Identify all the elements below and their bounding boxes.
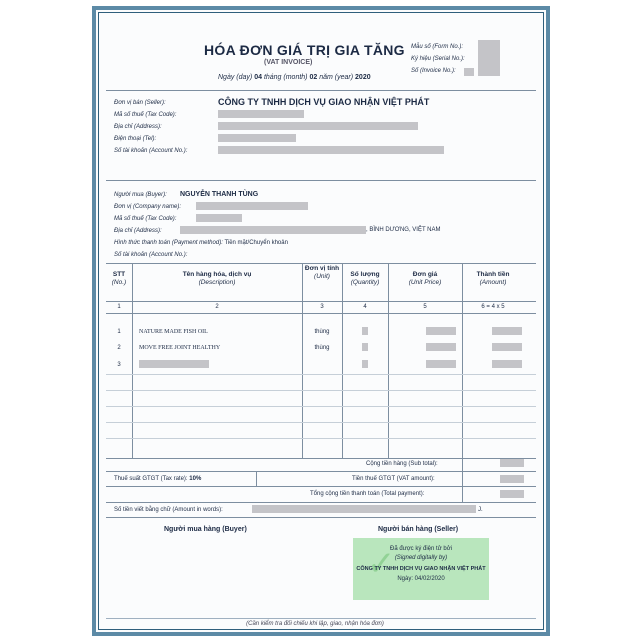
- amount-in-words-end: J.: [478, 507, 483, 513]
- year-value: 2020: [355, 74, 371, 81]
- amount-in-words-label: Số tiền viết bằng chữ (Amount in words):: [114, 507, 223, 513]
- items-table: [106, 263, 536, 458]
- redacted-seller-tax-code: [218, 110, 304, 118]
- redacted-buyer-address: [180, 226, 366, 234]
- col-header-quantity: Số lượng (Quantity): [350, 271, 380, 286]
- payment-method-label: Hình thức thanh toán (Payment method):: [114, 240, 223, 246]
- signed-date: Ngày: 04/02/2020: [397, 576, 445, 582]
- footer-note: (Cần kiểm tra đối chiếu khi lập, giao, nhận hóa đơn): [246, 621, 384, 627]
- col-index-2: 2: [215, 304, 219, 310]
- row-no: 1: [117, 329, 121, 335]
- tax-rate-value: 10%: [189, 476, 202, 482]
- seller-name-label: Đơn vị bán (Seller):: [114, 100, 166, 106]
- buyer-tax-code-label: Mã số thuế (Tax Code):: [114, 216, 177, 222]
- row-unit: thùng: [314, 345, 330, 351]
- redacted-seller-address: [218, 122, 418, 130]
- buyer-signature-label: Người mua hàng (Buyer): [164, 526, 247, 533]
- col-index-6: 6 = 4 x 5: [481, 304, 505, 310]
- seller-tel-label: Điện thoại (Tel):: [114, 136, 157, 142]
- col-index-3: 3: [320, 304, 324, 310]
- redacted-seller-account: [218, 146, 444, 154]
- month-label: tháng (month): [263, 74, 308, 81]
- buyer-name: NGUYỄN THANH TÙNG: [180, 191, 259, 198]
- redacted-vat-amount: [500, 475, 524, 483]
- redacted-amount: [492, 343, 522, 351]
- row-description: MOVE FREE JOINT HEALTHY: [139, 345, 221, 351]
- col-header-amount: Thành tiền (Amount): [476, 271, 510, 286]
- seller-account-label: Số tài khoản (Account No.):: [114, 148, 188, 154]
- redacted-invoice-codes: [478, 40, 500, 76]
- invoice-sheet: [92, 6, 550, 636]
- redacted-amount: [492, 327, 522, 335]
- redacted-unit-price: [426, 327, 456, 335]
- month-value: 02: [309, 74, 318, 81]
- redacted-quantity: [362, 327, 368, 335]
- divider: [106, 90, 536, 91]
- tax-rate: [114, 476, 201, 482]
- row-no: 2: [117, 345, 121, 351]
- buyer-account-label: Số tài khoản (Account No.):: [114, 252, 188, 258]
- invoice-title: HÓA ĐƠN GIÁ TRỊ GIA TĂNG: [204, 42, 405, 58]
- redacted-unit-price: [426, 360, 456, 368]
- seller-tax-code-label: Mã số thuế (Tax Code):: [114, 112, 177, 118]
- seller-name: CÔNG TY TNHH DỊCH VỤ GIAO NHẬN VIỆT PHÁT: [218, 97, 430, 107]
- serial-no-label: Ký hiệu (Serial No.):: [411, 56, 465, 62]
- checkmark-icon: ✓: [367, 545, 396, 583]
- vat-amount-label: Tiền thuế GTGT (VAT amount):: [352, 476, 435, 482]
- seller-signature-label: Người bán hàng (Seller): [378, 526, 459, 533]
- redacted-amount: [492, 360, 522, 368]
- redacted-buyer-company: [196, 202, 308, 210]
- redacted-quantity: [362, 343, 368, 351]
- buyer-label: Người mua (Buyer):: [114, 192, 167, 198]
- form-no-label: Mẫu số (Form No.):: [411, 44, 464, 50]
- col-index-1: 1: [117, 304, 121, 310]
- row-unit: thùng: [314, 329, 330, 335]
- row-no: 3: [117, 362, 121, 368]
- redacted-seller-tel: [218, 134, 296, 142]
- buyer-company-label: Đơn vị (Company name):: [114, 204, 181, 210]
- invoice-subtitle: (VAT INVOICE): [264, 59, 313, 66]
- col-header-description: Tên hàng hóa, dịch vụ (Description): [182, 271, 252, 286]
- col-header-no: STT (No.): [111, 271, 127, 286]
- redacted-invoice-no: [464, 68, 474, 76]
- signed-by-label: Đã được ký điện tử bởi: [390, 546, 452, 552]
- redacted-subtotal: [500, 459, 524, 467]
- redacted-amount-in-words: [252, 505, 476, 513]
- subtotal-label: Cộng tiền hàng (Sub total):: [366, 461, 438, 467]
- payment-method-value: Tiền mặt/Chuyển khoản: [224, 240, 288, 246]
- signed-company: CÔNG TY TNHH DỊCH VỤ GIAO NHẬN VIỆT PHÁT: [356, 566, 486, 572]
- col-header-unit: Đơn vị tính (Unit): [304, 265, 340, 280]
- total-payment-label: Tổng cộng tiền thanh toán (Total payment):: [310, 491, 425, 497]
- col-index-4: 4: [363, 304, 367, 310]
- redacted-unit-price: [426, 343, 456, 351]
- invoice-no-label: Số (Invoice No.):: [411, 68, 456, 74]
- col-index-5: 5: [423, 304, 427, 310]
- divider: [106, 180, 536, 181]
- buyer-address-tail: , BÌNH DƯƠNG, VIỆT NAM: [366, 227, 441, 233]
- row-description: NATURE MADE FISH OIL: [139, 329, 208, 335]
- year-label: năm (year): [319, 74, 354, 81]
- redacted-quantity: [362, 360, 368, 368]
- payment-method: [114, 240, 288, 246]
- buyer-address-label: Địa chỉ (Address):: [114, 228, 162, 234]
- seller-address-label: Địa chỉ (Address):: [114, 124, 162, 130]
- invoice-date: [218, 74, 371, 81]
- redacted-buyer-tax-code: [196, 214, 242, 222]
- redacted-total-payment: [500, 490, 524, 498]
- col-header-unit-price: Đơn giá (Unit Price): [408, 271, 442, 286]
- invoice-inner-border: [106, 20, 536, 627]
- day-label: Ngày (day): [218, 74, 253, 81]
- redacted-description: [139, 360, 209, 368]
- digital-signature-stamp: [353, 538, 489, 600]
- signed-by-en-label: (Signed digitally by): [394, 555, 448, 561]
- tax-rate-label: Thuế suất GTGT (Tax rate):: [114, 476, 188, 482]
- day-value: 04: [254, 74, 262, 81]
